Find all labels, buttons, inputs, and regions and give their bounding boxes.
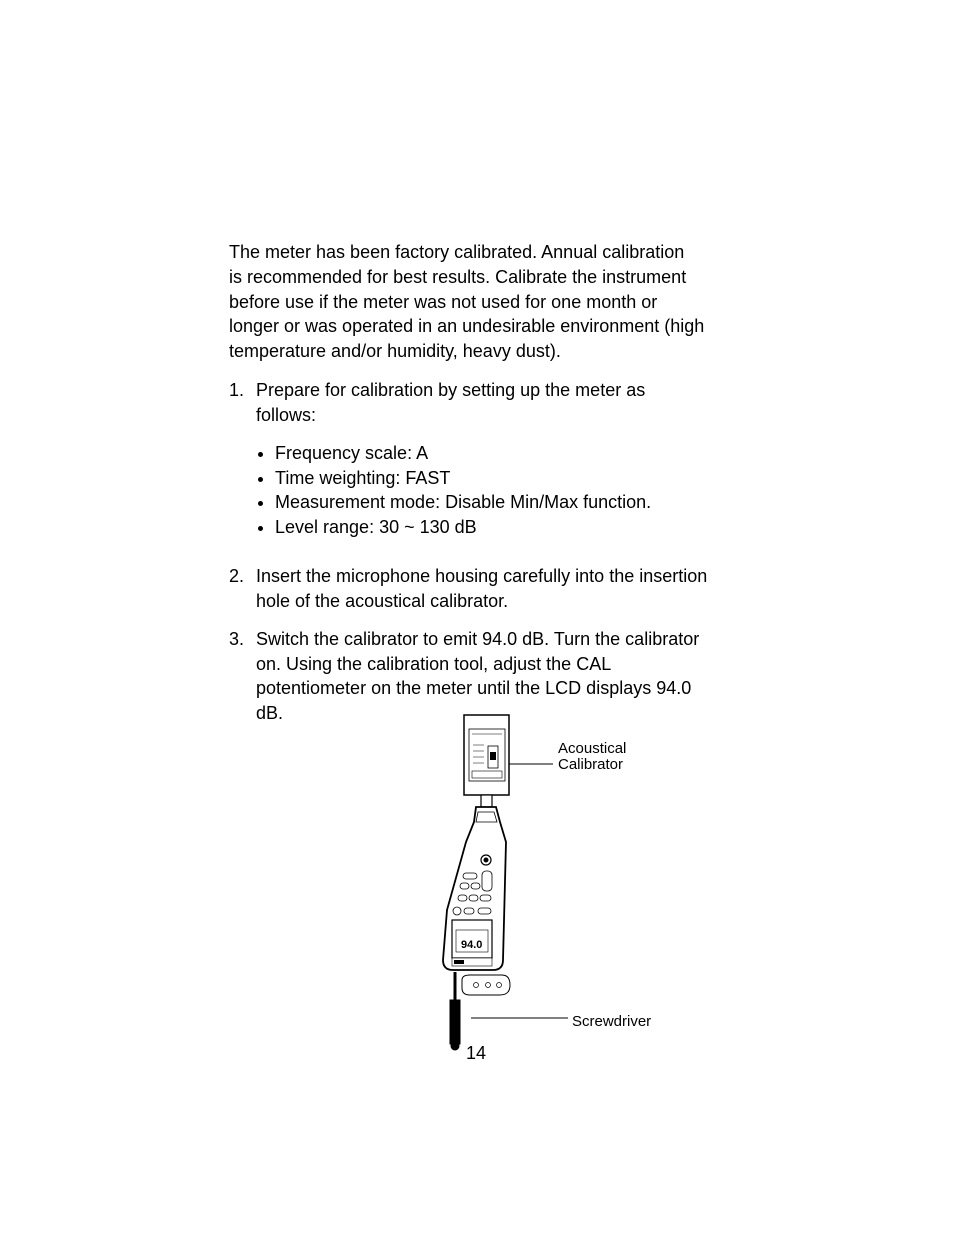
list-item: Frequency scale: A — [258, 441, 651, 466]
step-line: follows: — [256, 404, 317, 425]
step-number: 1. — [229, 380, 245, 400]
page-number: 14 — [466, 1043, 487, 1063]
screwdriver — [450, 972, 460, 1050]
step-line: on. Using the calibration tool, adjust the CAL — [256, 653, 612, 674]
lcd-reading: 94.0 — [461, 939, 483, 951]
callout-acoustical-calibrator — [558, 741, 626, 773]
intro-line: is recommended for best results. Calibrate the instrument — [229, 266, 687, 287]
acoustical-calibrator — [464, 715, 509, 807]
list-item: Level range: 30 ~ 130 dB — [258, 515, 651, 540]
callout-line: Acoustical — [558, 740, 627, 757]
list-item: Time weighting: FAST — [258, 466, 651, 491]
callout-screwdriver: Screwdriver — [572, 1013, 652, 1030]
step-line: hole of the acoustical calibrator. — [256, 590, 509, 611]
intro-line: before use if the meter was not used for one month or — [229, 291, 658, 312]
step-line: Prepare for calibration by setting up the meter as — [256, 380, 646, 400]
step-line: potentiometer on the meter until the LCD displays 94.0 — [256, 678, 692, 698]
step-number: 3. — [229, 629, 245, 649]
intro-line: longer or was operated in an undesirable environment (high — [229, 316, 705, 337]
intro-line: The meter has been factory calibrated. Annual calibration — [229, 242, 685, 262]
step-line: Insert the microphone housing carefully into the insertion — [256, 566, 708, 586]
callout-line: Calibrator — [558, 756, 624, 773]
intro-line: temperature and/or humidity, heavy dust). — [229, 341, 561, 362]
step-line: dB. — [256, 702, 284, 723]
step-line: Switch the calibrator to emit 94.0 dB. Turn the calibrator — [256, 629, 700, 649]
control-panel — [462, 975, 510, 995]
list-item: Measurement mode: Disable Min/Max function. — [258, 490, 651, 515]
step-number: 2. — [229, 566, 245, 586]
